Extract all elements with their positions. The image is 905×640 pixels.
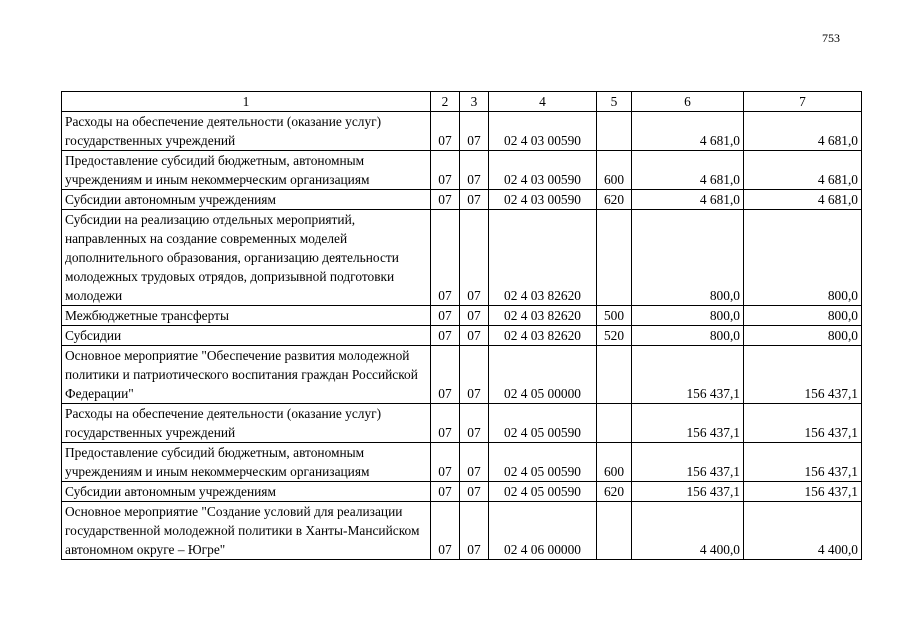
row-section-cell: 07 — [431, 443, 460, 482]
table-row — [62, 482, 862, 502]
row-expense-type-cell — [597, 346, 632, 404]
row-subsection-cell: 07 — [460, 210, 489, 306]
row-section-cell: 07 — [431, 112, 460, 151]
row-section-cell: 07 — [431, 306, 460, 326]
row-name-cell: Субсидии автономным учреждениям — [62, 190, 431, 210]
row-expense-type-cell: 620 — [597, 190, 632, 210]
row-section-cell: 07 — [431, 404, 460, 443]
col-header-1: 1 — [62, 92, 431, 112]
row-expense-type-cell — [597, 404, 632, 443]
page-number: 753 — [822, 31, 840, 45]
col-header-2: 2 — [431, 92, 460, 112]
col-header-5: 5 — [597, 92, 632, 112]
row-target-article-cell: 02 4 05 00590 — [489, 482, 597, 502]
table-row — [62, 502, 862, 560]
row-name-cell: Основное мероприятие "Обеспечение развития молодежной политики и патриотического воспитания граждан Российской Федерации" — [62, 346, 431, 404]
row-section-cell: 07 — [431, 210, 460, 306]
row-amount-2-cell: 156 437,1 — [744, 404, 862, 443]
row-amount-1-cell: 156 437,1 — [632, 443, 744, 482]
budget-table — [61, 91, 862, 560]
row-target-article-cell: 02 4 05 00590 — [489, 404, 597, 443]
row-expense-type-cell: 620 — [597, 482, 632, 502]
row-expense-type-cell: 600 — [597, 151, 632, 190]
row-subsection-cell: 07 — [460, 404, 489, 443]
row-name-cell: Предоставление субсидий бюджетным, автономным учреждениям и иным некоммерческим организациям — [62, 443, 431, 482]
row-subsection-cell: 07 — [460, 151, 489, 190]
row-target-article-cell: 02 4 03 82620 — [489, 210, 597, 306]
row-target-article-cell: 02 4 05 00000 — [489, 346, 597, 404]
row-name-cell: Субсидии на реализацию отдельных мероприятий, направленных на создание современных моделей дополнительного образования, организацию деятельности молодежных трудовых отрядов, допризывной подготовки молодежи — [62, 210, 431, 306]
row-name-cell: Расходы на обеспечение деятельности (оказание услуг) государственных учреждений — [62, 404, 431, 443]
row-amount-2-cell: 156 437,1 — [744, 482, 862, 502]
row-amount-1-cell: 156 437,1 — [632, 346, 744, 404]
row-amount-2-cell: 800,0 — [744, 326, 862, 346]
row-expense-type-cell: 600 — [597, 443, 632, 482]
row-amount-2-cell: 800,0 — [744, 306, 862, 326]
row-subsection-cell: 07 — [460, 346, 489, 404]
row-target-article-cell: 02 4 06 00000 — [489, 502, 597, 560]
table-row — [62, 112, 862, 151]
row-section-cell: 07 — [431, 482, 460, 502]
row-expense-type-cell: 520 — [597, 326, 632, 346]
row-subsection-cell: 07 — [460, 326, 489, 346]
row-amount-1-cell: 800,0 — [632, 210, 744, 306]
table-row — [62, 326, 862, 346]
row-section-cell: 07 — [431, 151, 460, 190]
row-subsection-cell: 07 — [460, 502, 489, 560]
row-amount-2-cell: 4 681,0 — [744, 112, 862, 151]
row-amount-1-cell: 4 681,0 — [632, 112, 744, 151]
row-target-article-cell: 02 4 05 00590 — [489, 443, 597, 482]
row-name-cell: Субсидии — [62, 326, 431, 346]
row-target-article-cell: 02 4 03 82620 — [489, 306, 597, 326]
col-header-4: 4 — [489, 92, 597, 112]
row-name-cell: Предоставление субсидий бюджетным, автономным учреждениям и иным некоммерческим организациям — [62, 151, 431, 190]
table-row — [62, 151, 862, 190]
row-expense-type-cell — [597, 210, 632, 306]
row-name-cell: Основное мероприятие "Создание условий для реализации государственной молодежной политики в Ханты-Мансийском автономном округе – Югре" — [62, 502, 431, 560]
table-row — [62, 210, 862, 306]
row-amount-1-cell: 800,0 — [632, 306, 744, 326]
col-header-3: 3 — [460, 92, 489, 112]
row-amount-1-cell: 4 681,0 — [632, 190, 744, 210]
row-name-cell: Субсидии автономным учреждениям — [62, 482, 431, 502]
col-header-6: 6 — [632, 92, 744, 112]
row-section-cell: 07 — [431, 326, 460, 346]
row-amount-1-cell: 800,0 — [632, 326, 744, 346]
row-subsection-cell: 07 — [460, 306, 489, 326]
row-section-cell: 07 — [431, 346, 460, 404]
row-amount-2-cell: 4 681,0 — [744, 151, 862, 190]
row-amount-1-cell: 4 400,0 — [632, 502, 744, 560]
row-target-article-cell: 02 4 03 82620 — [489, 326, 597, 346]
row-section-cell: 07 — [431, 502, 460, 560]
header-row — [62, 92, 862, 112]
table-row — [62, 404, 862, 443]
row-amount-2-cell: 156 437,1 — [744, 443, 862, 482]
row-amount-2-cell: 4 681,0 — [744, 190, 862, 210]
row-target-article-cell: 02 4 03 00590 — [489, 112, 597, 151]
row-subsection-cell: 07 — [460, 112, 489, 151]
col-header-7: 7 — [744, 92, 862, 112]
row-amount-2-cell: 800,0 — [744, 210, 862, 306]
table-row — [62, 443, 862, 482]
row-amount-2-cell: 156 437,1 — [744, 346, 862, 404]
row-amount-1-cell: 4 681,0 — [632, 151, 744, 190]
row-subsection-cell: 07 — [460, 443, 489, 482]
row-amount-2-cell: 4 400,0 — [744, 502, 862, 560]
row-expense-type-cell: 500 — [597, 306, 632, 326]
row-name-cell: Расходы на обеспечение деятельности (оказание услуг) государственных учреждений — [62, 112, 431, 151]
row-amount-1-cell: 156 437,1 — [632, 482, 744, 502]
table-row — [62, 190, 862, 210]
row-expense-type-cell — [597, 502, 632, 560]
row-expense-type-cell — [597, 112, 632, 151]
row-section-cell: 07 — [431, 190, 460, 210]
table-row — [62, 306, 862, 326]
table-row — [62, 346, 862, 404]
row-subsection-cell: 07 — [460, 482, 489, 502]
row-name-cell: Межбюджетные трансферты — [62, 306, 431, 326]
row-target-article-cell: 02 4 03 00590 — [489, 151, 597, 190]
row-target-article-cell: 02 4 03 00590 — [489, 190, 597, 210]
row-subsection-cell: 07 — [460, 190, 489, 210]
row-amount-1-cell: 156 437,1 — [632, 404, 744, 443]
